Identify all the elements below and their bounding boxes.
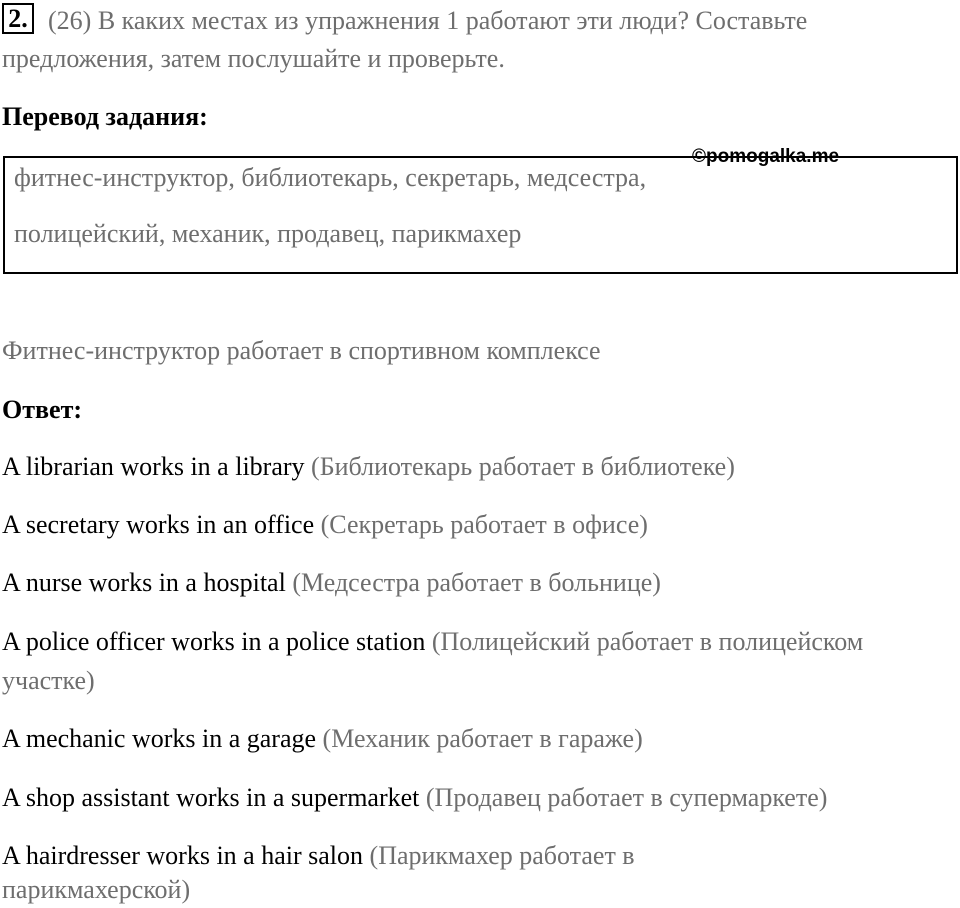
answer-russian: (Медсестра работает в больнице) <box>285 568 661 597</box>
vocabulary-line-1: фитнес-инструктор, библиотекарь, секретарь, медсестра, <box>14 163 647 192</box>
answer-item <box>2 451 735 483</box>
answer-english: A mechanic works in a garage <box>2 724 317 753</box>
answer-russian-continued: парикмахерской) <box>2 875 191 904</box>
answer-item <box>2 840 635 872</box>
answer-item <box>2 723 643 755</box>
answer-russian: (Полицейский работает в полицейском <box>425 627 864 656</box>
answer-english: A police officer works in a police station <box>2 627 426 656</box>
answer-heading: Ответ: <box>2 395 83 424</box>
task-text-continued: предложения, затем послушайте и проверьте. <box>2 44 505 73</box>
answer-russian: (Механик работает в гараже) <box>316 724 643 753</box>
task-text: (26) В каких местах из упражнения 1 работают эти люди? Составьте <box>48 6 808 35</box>
answer-english: A nurse works in a hospital <box>2 568 286 597</box>
answer-item <box>2 567 661 599</box>
answer-russian: (Секретарь работает в офисе) <box>314 510 648 539</box>
answer-russian-continued: участке) <box>2 666 95 695</box>
answer-item <box>2 626 863 658</box>
answer-english: A librarian works in a library <box>2 452 305 481</box>
answer-english: A shop assistant works in a supermarket <box>2 783 420 812</box>
answer-english: A hairdresser works in a hair salon <box>2 841 364 870</box>
translation-heading: Перевод задания: <box>2 102 208 131</box>
answer-russian: (Библиотекарь работает в библиотеке) <box>304 452 735 481</box>
watermark: ©pomogalka.me <box>692 146 840 167</box>
example-sentence: Фитнес-инструктор работает в спортивном комплексе <box>2 336 601 365</box>
vocabulary-line-2: полицейский, механик, продавец, парикмахер <box>14 219 522 248</box>
task-number: 2. <box>2 3 34 34</box>
answer-english: A secretary works in an office <box>2 510 315 539</box>
answer-item <box>2 782 827 814</box>
answer-item <box>2 509 648 541</box>
answer-russian: (Парикмахер работает в <box>363 841 635 870</box>
answer-russian: (Продавец работает в супермаркете) <box>419 783 828 812</box>
